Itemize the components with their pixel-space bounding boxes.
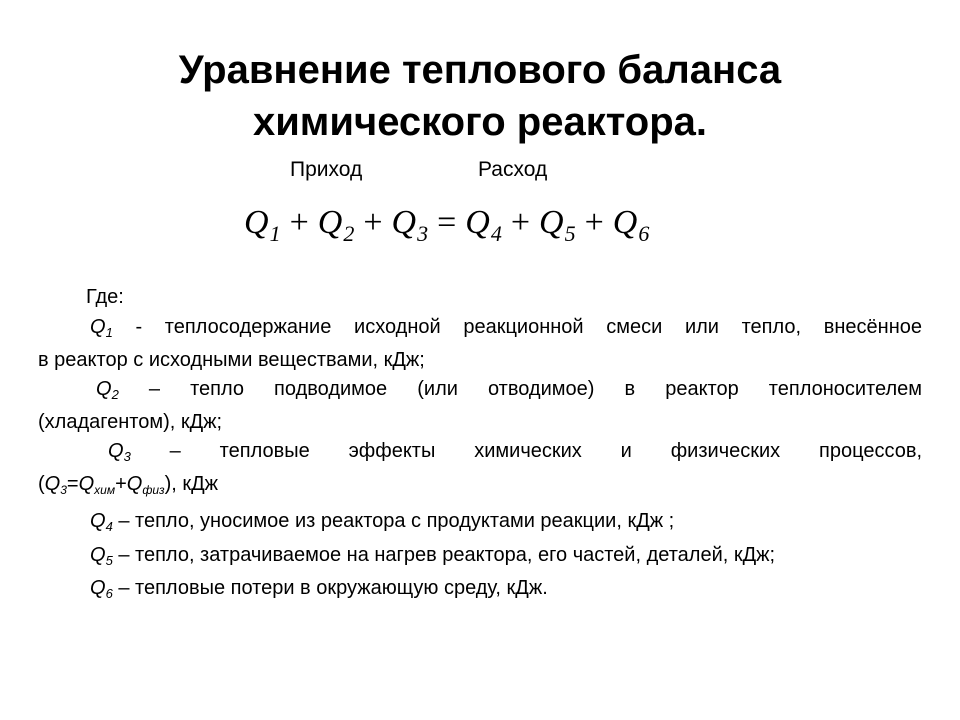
q4-text: – тепло, уносимое из реактора с продуктами реакции, кДж ; [112, 510, 675, 532]
eq-plus-4: + [584, 204, 604, 241]
eq-equals: = [437, 204, 457, 241]
q3-symbol: Q [108, 440, 124, 462]
definition-q4: $Q_4$ – тепло, уносимое из реактора с продуктами реакции, кДж ; [90, 510, 675, 534]
q5-symbol: Q [90, 544, 106, 566]
title-line-2: химического реактора. [252, 100, 708, 144]
q6-symbol: Q [90, 577, 106, 599]
income-label: Приход [290, 158, 363, 181]
eq-plus-1: + [289, 204, 309, 241]
eq-q2: $Q_2$ [317, 204, 355, 246]
q1-text-2: в реактор с исходными веществами, кДж; [38, 349, 425, 371]
eq-q3: $Q_3$ [391, 204, 429, 246]
definition-q5: $Q_5$ – тепло, затрачиваемое на нагрев реактора, его частей, деталей, кДж; [90, 544, 776, 568]
eq-q5: $Q_5$ [539, 204, 576, 246]
expense-label: Расход [478, 158, 548, 181]
title-line-1: Уравнение теплового баланса [178, 48, 782, 92]
heat-balance-equation [244, 198, 649, 248]
q2-symbol: Q [96, 378, 112, 400]
slide-title [0, 44, 960, 148]
eq-plus-2: + [363, 204, 383, 241]
q1-symbol: Q [90, 316, 106, 338]
q2-text-2: (хладагентом), кДж; [38, 411, 223, 433]
eq-plus-3: + [510, 204, 530, 241]
definition-q3: $Q_3$ – тепловые эффекты химических и физических процессов, $(Q_3=Q_{хим}+Q_{физ})$, кДж [38, 435, 922, 501]
definition-q6: $Q_6$ – тепловые потери в окружающую среду, кДж. [90, 577, 548, 601]
q3-text: – тепловые эффекты химических и физических процессов, [130, 440, 922, 462]
eq-q4: $Q_4$ [465, 204, 502, 246]
q3-formula: $(Q_3=Q_{хим}+Q_{физ})$, кДж [38, 473, 219, 497]
q4-symbol: Q [90, 510, 106, 532]
q2-text: – тепло подводимое (или отводимое) в реактор теплоносителем [118, 378, 922, 400]
definition-q2: $Q_2$ – тепло подводимое (или отводимое) в реактор теплоносителем (хладагентом), кДж; [38, 373, 922, 439]
where-label: Где: [86, 286, 124, 308]
q5-text: – тепло, затрачиваемое на нагрев реактора, его частей, деталей, кДж; [112, 544, 776, 566]
definition-q1: $Q_1$ - теплосодержание исходной реакционной смеси или тепло, внесённое в реактор с исходными веществами, кДж; [38, 311, 922, 377]
eq-q1: $Q_1$ [244, 204, 281, 246]
eq-q6: $Q_6$ [612, 204, 650, 246]
q6-text: – тепловые потери в окружающую среду, кДж. [112, 577, 548, 599]
q1-text: - теплосодержание исходной реакционной смеси или тепло, внесённое [112, 316, 922, 338]
